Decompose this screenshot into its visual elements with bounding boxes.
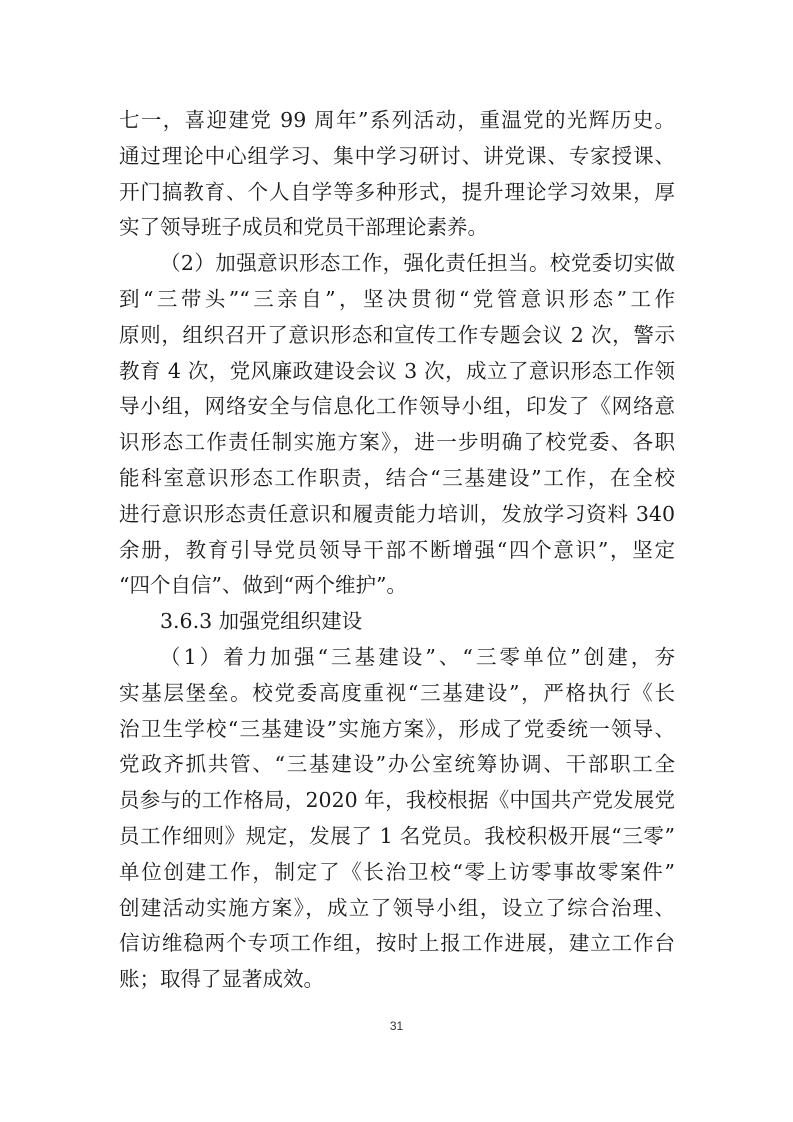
text-line: 治卫生学校“三基建设”实施方案》，形成了党委统一领导、 [119, 716, 675, 741]
text-line: 信访维稳两个专项工作组，按时上报工作进展，建立工作台 [119, 931, 675, 956]
text-line: 单位创建工作，制定了《长治卫校“零上访零事故零案件” [119, 859, 675, 884]
text-line: 账；取得了显著成效。 [119, 967, 324, 992]
text-line: 实了领导班子成员和党员干部理论素养。 [119, 215, 488, 240]
page-number: 31 [389, 1019, 404, 1034]
text-line: 进行意识形态责任意识和履责能力培训，发放学习资料 340 [119, 501, 675, 526]
text-line: 原则，组织召开了意识形态和宣传工作专题会议 2 次，警示 [119, 322, 675, 347]
text-line: 党政齐抓共管、“三基建设”办公室统筹协调、干部职工全 [119, 752, 675, 777]
text-line: 创建活动实施方案》，成立了领导小组，设立了综合治理、 [119, 895, 675, 920]
text-line: 能科室意识形态工作职责，结合“三基建设”工作，在全校 [119, 466, 675, 490]
text-line: “四个自信”、做到“两个维护”。 [119, 573, 407, 598]
text-line: 余册，教育引导党员领导干部不断增强“四个意识”，坚定 [119, 537, 675, 562]
paragraph-start-line: （2）加强意识形态工作，强化责任担当。校党委切实做 [160, 251, 675, 276]
paragraph-start-line: （1）着力加强“三基建设”、“三零单位”创建，夯 [160, 645, 675, 669]
text-line: 实基层堡垒。校党委高度重视“三基建设”，严格执行《长 [119, 680, 675, 705]
text-line: 员参与的工作格局，2020 年，我校根据《中国共产党发展党 [119, 788, 675, 813]
text-line: 导小组，网络安全与信息化工作领导小组，印发了《网络意 [119, 394, 675, 419]
text-line: 教育 4 次，党风廉政建设会议 3 次，成立了意识形态工作领 [119, 358, 675, 383]
text-line: 通过理论中心组学习、集中学习研讨、讲党课、专家授课、 [119, 143, 675, 168]
text-line: 识形态工作责任制实施方案》，进一步明确了校党委、各职 [119, 430, 675, 455]
section-heading: 3.6.3 加强党组织建设 [160, 609, 363, 634]
text-line: 员工作细则》规定，发展了 1 名党员。我校积极开展“三零” [119, 824, 675, 848]
text-line: 七一，喜迎建党 99 周年”系列活动，重温党的光辉历史。 [119, 108, 675, 132]
text-line: 开门搞教育、个人自学等多种形式，提升理论学习效果，厚 [119, 179, 675, 204]
text-line: 到“三带头”“三亲自”，坚决贯彻“党管意识形态”工作 [119, 287, 675, 311]
